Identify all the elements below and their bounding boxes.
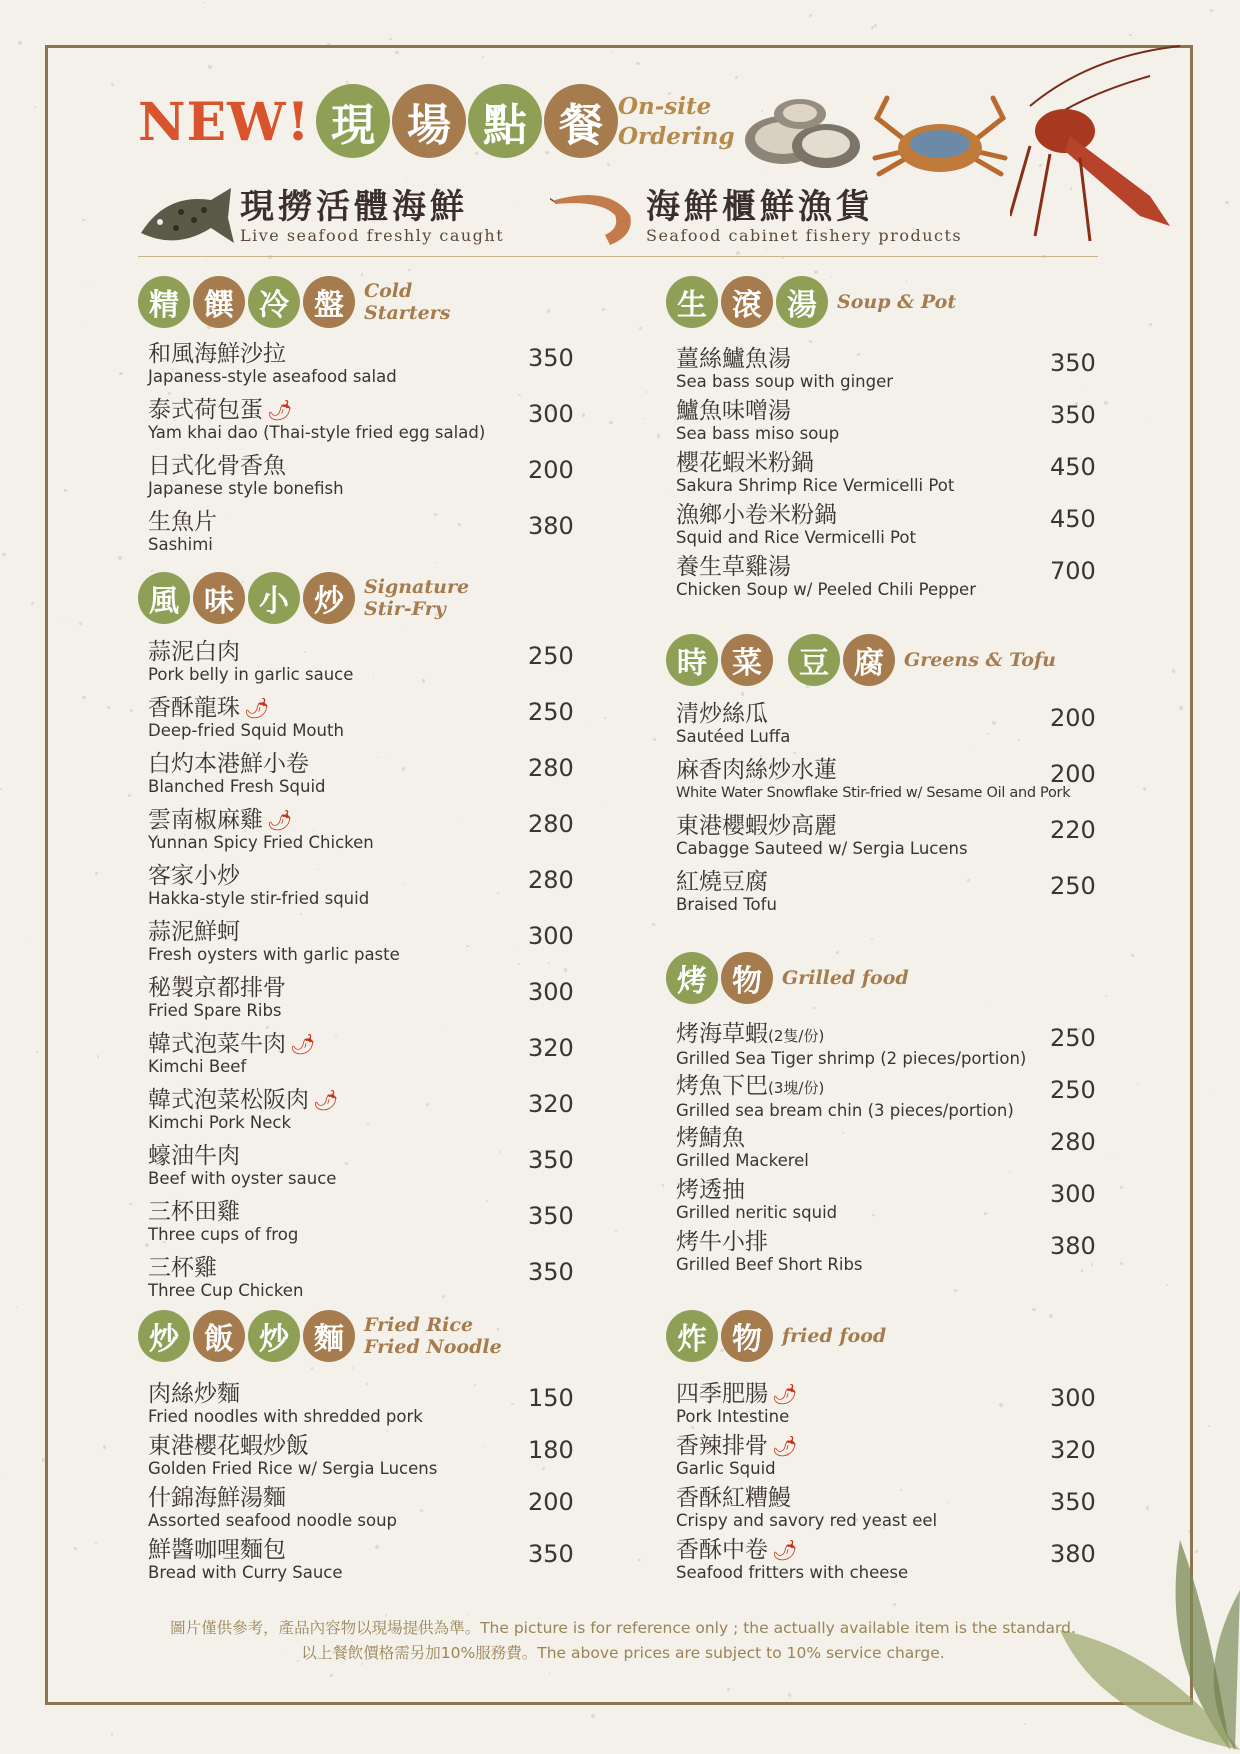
menu-item-name-en: Grilled neritic squid [676,1203,838,1222]
section-char: 腐 [843,634,895,686]
menu-item-name-en: Assorted seafood noodle soup [148,1511,397,1530]
menu-item [676,397,1100,449]
menu-item-name-text: 東港櫻花蝦炒飯 [148,1433,309,1459]
section-char: 風 [138,572,190,624]
menu-item-name-zh [148,1536,578,1564]
menu-item-price: 350 [528,1146,574,1174]
section-char: 麵 [303,1310,355,1362]
menu-item-name-zh [148,974,578,1002]
menu-item [148,862,578,918]
section-char: 湯 [776,276,828,328]
menu-item-name-en: Japaness-style aseafood salad [148,367,397,386]
menu-item-name-zh [148,508,578,536]
live-seafood-zh: 現撈活體海鮮 [240,187,468,227]
menu-item-name-text: 養生草雞湯 [676,554,791,580]
menu-item-name-text: 白灼本港鮮小卷 [148,751,309,777]
menu-item-price: 350 [1050,401,1096,429]
menu-item [148,918,578,974]
menu-item-name-text: 薑絲鱸魚湯 [676,346,791,372]
menu-item-price: 200 [528,1488,574,1516]
menu-item-name-en: Sakura Shrimp Rice Vermicelli Pot [676,476,955,495]
menu-item-name-zh [148,1432,578,1460]
menu-item-price: 200 [528,456,574,484]
section-title-en [364,576,469,620]
chili-pepper-icon: 🌶 [772,1382,798,1406]
menu-item-price: 350 [1050,1488,1096,1516]
footnote-service-charge: 以上餐飲價格需另加10%服務費。The above prices are subject to 10% service charge. [301,1644,945,1662]
menu-item-name-zh [148,452,578,480]
title-char: 餐 [544,84,618,158]
menu-item-price: 450 [1050,505,1096,533]
menu-list-soup-pot [676,345,1100,605]
menu-item-price: 200 [1050,704,1096,732]
section-char: 炒 [248,1310,300,1362]
menu-item-name-text: 東港櫻蝦炒高麗 [676,813,837,839]
menu-item-price: 380 [528,512,574,540]
section-char: 滾 [721,276,773,328]
section-head-stir-fry [138,572,469,624]
section-char: 物 [721,1310,773,1362]
menu-item-name-text: 韓式泡菜牛肉 [148,1031,286,1057]
section-char: 精 [138,276,190,328]
section-char: 時 [666,634,718,686]
menu-item-name-en: Japanese style bonefish [148,479,344,498]
section-title-line: Fried Noodle [364,1336,502,1358]
menu-item-name-en: Grilled Sea Tiger shrimp (2 pieces/portion) [676,1049,1027,1068]
menu-item-price: 220 [1050,816,1096,844]
menu-item-price: 280 [1050,1128,1096,1156]
menu-item-name-zh [148,1380,578,1408]
menu-item-name-zh [676,868,1100,896]
chili-pepper-icon: 🌶 [772,1538,798,1562]
menu-item-name-zh [676,397,1100,425]
paper-speck [1210,9,1213,12]
onsite-subtitle [618,92,735,152]
menu-item-name-zh [148,1086,578,1114]
menu-item-name-en: Chicken Soup w/ Peeled Chili Pepper [676,580,976,599]
menu-item-price: 300 [1050,1180,1096,1208]
menu-item-name-zh [676,1124,1100,1152]
menu-item-name-zh [148,1198,578,1226]
title-circles [316,84,620,158]
menu-item-name-en: Sea bass miso soup [676,424,840,443]
menu-item [676,1484,1100,1536]
menu-item-name-text: 泰式荷包蛋 [148,397,263,423]
menu-item-name-text: 秘製京都排骨 [148,975,286,1001]
section-char: 炒 [138,1310,190,1362]
menu-list-fried-rice [148,1380,578,1588]
menu-item-name-en: Kimchi Beef [148,1057,247,1076]
menu-item-name-zh [148,396,578,424]
menu-item-name-en: Grilled Beef Short Ribs [676,1255,863,1274]
section-char: 冷 [248,276,300,328]
paper-speck [34,106,36,108]
menu-item-name-text: 香酥紅糟鰻 [676,1485,791,1511]
menu-item-name-en: Bread with Curry Sauce [148,1563,343,1582]
paper-speck [2,553,6,557]
menu-item-price: 350 [528,1258,574,1286]
menu-item [676,812,1100,868]
menu-item [676,1020,1100,1072]
menu-item-price: 300 [528,400,574,428]
menu-item-name-zh [148,1142,578,1170]
paper-speck [1209,1090,1210,1091]
menu-item-name-text: 生魚片 [148,509,217,535]
menu-item [676,345,1100,397]
onsite-line-2: Ordering [618,123,735,150]
menu-item-price: 300 [528,978,574,1006]
section-head-fried-rice [138,1310,502,1362]
menu-item-name-text: 四季肥腸 [676,1381,768,1407]
menu-list-fried-food [676,1380,1100,1588]
footnote-reference: 圖片僅供參考，產品內容物以現場提供為準。The picture is for reference only ; the actually available item is the standard. [170,1619,1076,1637]
paper-speck [1024,1723,1026,1725]
menu-item-name-en: Sautéed Luffa [676,727,791,746]
section-title-line: Fried Rice [364,1314,474,1336]
menu-item-price: 380 [1050,1540,1096,1568]
live-seafood-en: Live seafood freshly caught [240,226,505,245]
menu-item-name-zh [676,1072,1100,1102]
section-title-line: Stir-Fry [364,598,446,620]
menu-item-name-en: Garlic Squid [676,1459,776,1478]
menu-item-name-en: Three cups of frog [148,1225,299,1244]
title-char: 點 [468,84,542,158]
menu-item-name-en: Blanched Fresh Squid [148,777,326,796]
paper-speck [0,788,2,790]
menu-item-price: 280 [528,810,574,838]
section-char: 盤 [303,276,355,328]
menu-item [676,1432,1100,1484]
menu-item-portion-note: (3塊/份) [768,1079,825,1097]
menu-item [148,750,578,806]
menu-item-price: 380 [1050,1232,1096,1260]
menu-item-name-en: Pork Intestine [676,1407,790,1426]
menu-list-greens-tofu [676,700,1100,924]
menu-item [676,553,1100,605]
menu-item-name-text: 什錦海鮮湯麵 [148,1485,286,1511]
menu-item-name-zh [676,1176,1100,1204]
menu-item-name-zh [148,750,578,778]
menu-item [148,1142,578,1198]
menu-item-name-zh [676,1432,1100,1460]
menu-item-portion-note: (2隻/份) [768,1027,825,1045]
menu-item-price: 350 [528,1202,574,1230]
menu-item-name-en: Grilled sea bream chin (3 pieces/portion) [676,1101,1014,1120]
menu-item [676,1176,1100,1228]
menu-item [676,501,1100,553]
paper-speck [978,43,979,44]
menu-item-name-text: 烤鯖魚 [676,1125,745,1151]
menu-item [148,806,578,862]
menu-item [148,1536,578,1588]
menu-item-price: 450 [1050,453,1096,481]
menu-item-name-text: 烤海草蝦 [676,1021,768,1047]
chili-pepper-icon: 🌶 [772,1434,798,1458]
paper-speck [16,1306,17,1307]
menu-item-price: 150 [528,1384,574,1412]
menu-item-price: 250 [528,642,574,670]
menu-item [676,449,1100,501]
menu-item-name-text: 蒜泥白肉 [148,639,240,665]
paper-speck [871,26,874,29]
menu-item-name-en: Yam khai dao (Thai-style fried egg salad) [148,423,486,442]
section-title-en: Grilled food [782,967,909,989]
menu-item-name-text: 漁鄉小卷米粉鍋 [676,502,837,528]
menu-item-name-text: 三杯雞 [148,1255,217,1281]
menu-item-name-text: 日式化骨香魚 [148,453,286,479]
section-char: 味 [193,572,245,624]
menu-item-name-zh [676,1380,1100,1408]
menu-item-name-en: Braised Tofu [676,895,777,914]
menu-item-name-en: Sea bass soup with ginger [676,372,894,391]
menu-item-name-zh [676,449,1100,477]
chili-pepper-icon: 🌶 [313,1088,339,1112]
menu-item-name-en: Sashimi [148,535,213,554]
paper-speck [591,1714,595,1718]
menu-item-name-zh [676,812,1100,840]
paper-speck [4,1473,6,1475]
menu-item-name-text: 香酥龍珠 [148,695,240,721]
menu-item [148,1198,578,1254]
menu-item-name-en: Grilled Mackerel [676,1151,809,1170]
section-title-en [364,1314,502,1358]
menu-item-name-text: 蒜泥鮮蚵 [148,919,240,945]
menu-item-name-zh [148,638,578,666]
paper-speck [26,940,27,941]
header-divider [138,256,1098,257]
chili-pepper-icon: 🌶 [267,398,293,422]
menu-item-name-text: 和風海鮮沙拉 [148,341,286,367]
menu-item-name-en: Fried noodles with shredded pork [148,1407,423,1426]
paper-speck [31,602,34,605]
menu-item [676,1380,1100,1432]
section-char: 炸 [666,1310,718,1362]
menu-item [148,974,578,1030]
paper-speck [1225,201,1228,204]
menu-item-name-zh [676,1228,1100,1256]
section-head-fried-food [666,1310,886,1362]
menu-item-price: 250 [1050,1076,1096,1104]
menu-item-name-en: Three Cup Chicken [148,1281,304,1300]
section-char: 物 [721,952,773,1004]
chili-pepper-icon: 🌶 [290,1032,316,1056]
menu-item-name-text: 三杯田雞 [148,1199,240,1225]
menu-item-name-zh [676,700,1100,728]
menu-item-name-zh [148,806,578,834]
menu-item-name-en: Seafood fritters with cheese [676,1563,909,1582]
menu-item [676,868,1100,924]
menu-item [676,700,1100,756]
menu-item-name-zh [148,340,578,368]
menu-item [148,1086,578,1142]
menu-item-price: 280 [528,754,574,782]
section-char: 烤 [666,952,718,1004]
section-char: 生 [666,276,718,328]
menu-item-name-zh [676,1484,1100,1512]
menu-item [148,396,578,452]
menu-item-name-text: 肉絲炒麵 [148,1381,240,1407]
menu-item-name-en: Golden Fried Rice w/ Sergia Lucens [148,1459,438,1478]
lobster-illustration [1010,36,1200,256]
menu-item-price: 350 [528,1540,574,1568]
menu-item [148,1380,578,1432]
menu-item-price: 350 [1050,349,1096,377]
menu-item-name-zh [676,345,1100,373]
menu-item [148,340,578,396]
menu-item-name-zh [148,1030,578,1058]
menu-item [676,1072,1100,1124]
paper-speck [389,38,392,41]
menu-item-name-text: 香辣排骨 [676,1433,768,1459]
menu-item-name-en: Deep-fried Squid Mouth [148,721,344,740]
menu-item-name-text: 客家小炒 [148,863,240,889]
menu-item-name-zh [676,1536,1100,1564]
shrimp-illustration [550,190,640,250]
menu-item-price: 300 [1050,1384,1096,1412]
menu-item-name-zh [148,694,578,722]
menu-item-name-zh [676,1020,1100,1050]
menu-item-name-en: Hakka-style stir-fried squid [148,889,370,908]
menu-item-name-zh [148,862,578,890]
menu-item-name-text: 清炒絲瓜 [676,701,768,727]
menu-item-name-text: 韓式泡菜松阪肉 [148,1087,309,1113]
menu-item-name-zh [676,501,1100,529]
grouper-fish-illustration [136,188,236,248]
menu-item-name-en: Cabagge Sauteed w/ Sergia Lucens [676,839,968,858]
menu-item-name-en: Pork belly in garlic sauce [148,665,354,684]
menu-item-name-text: 烤魚下巴 [676,1073,768,1099]
menu-item-name-text: 麻香肉絲炒水蓮 [676,757,837,783]
cabinet-seafood-heading [646,188,962,245]
menu-item [676,756,1100,812]
menu-item-name-zh [148,918,578,946]
paper-speck [809,14,813,18]
menu-item [148,1484,578,1536]
menu-item-price: 320 [528,1090,574,1118]
menu-item [148,1030,578,1086]
chili-pepper-icon: 🌶 [244,696,270,720]
section-title-line: Cold [364,280,413,302]
menu-item-price: 300 [528,922,574,950]
menu-item-price: 250 [1050,872,1096,900]
menu-item-name-text: 烤牛小排 [676,1229,768,1255]
menu-item [148,1432,578,1484]
paper-speck [18,41,22,45]
menu-item-price: 200 [1050,760,1096,788]
title-char: 現 [316,84,390,158]
menu-list-stir-fry [148,638,578,1310]
menu-item-name-text: 櫻花蝦米粉鍋 [676,450,814,476]
live-seafood-heading [240,188,504,245]
section-head-grilled [666,952,909,1004]
paper-speck [36,1051,38,1053]
menu-item-name-en: White Water Snowflake Stir-fried w/ Sesame Oil and Pork [676,785,1071,801]
cabinet-seafood-zh: 海鮮櫃鮮漁貨 [646,187,874,227]
menu-item-name-en: Crispy and savory red yeast eel [676,1511,938,1530]
menu-list-grilled [676,1020,1100,1280]
menu-item-name-zh [676,756,1100,784]
menu-item-price: 320 [528,1034,574,1062]
menu-item [148,452,578,508]
crab-illustration [865,88,1015,188]
section-title-en [364,280,450,324]
menu-item [148,638,578,694]
section-title-en: Soup & Pot [837,291,957,313]
menu-item-name-en: Beef with oyster sauce [148,1169,337,1188]
menu-item-name-text: 烤透抽 [676,1177,745,1203]
menu-item-name-text: 紅燒豆腐 [676,869,768,895]
cabinet-seafood-en: Seafood cabinet fishery products [646,226,963,245]
paper-speck [111,1733,113,1735]
section-head-cold-starters [138,276,450,328]
section-char: 飯 [193,1310,245,1362]
menu-item-name-text: 鱸魚味噌湯 [676,398,791,424]
menu-item-name-text: 蠔油牛肉 [148,1143,240,1169]
menu-item-name-zh [148,1254,578,1282]
section-title-line: Starters [364,302,451,324]
section-head-soup-pot [666,276,956,328]
menu-item-name-en: Squid and Rice Vermicelli Pot [676,528,916,547]
menu-item-name-en: Yunnan Spicy Fried Chicken [148,833,374,852]
menu-item-price: 180 [528,1436,574,1464]
menu-item [148,508,578,564]
section-head-greens-tofu [666,634,1056,686]
chili-pepper-icon: 🌶 [267,808,293,832]
section-char: 豆 [788,634,840,686]
menu-item [148,1254,578,1310]
menu-item-name-en: Kimchi Pork Neck [148,1113,291,1132]
menu-item-name-en: Fried Spare Ribs [148,1001,282,1020]
menu-item-name-zh [148,1484,578,1512]
section-title-en: fried food [782,1325,887,1347]
menu-item-price: 320 [1050,1436,1096,1464]
section-title-en: Greens & Tofu [904,649,1056,671]
menu-item [148,694,578,750]
paper-speck [1208,1425,1210,1427]
menu-item-price: 700 [1050,557,1096,585]
section-title-line: Signature [364,576,470,598]
menu-item-price: 250 [528,698,574,726]
oyster-illustration [738,88,868,184]
menu-item [676,1228,1100,1280]
menu-item [676,1124,1100,1176]
menu-item-price: 250 [1050,1024,1096,1052]
paper-speck [203,2,204,3]
paper-speck [787,1710,788,1711]
menu-item [676,1536,1100,1588]
section-char: 炒 [303,572,355,624]
section-char: 小 [248,572,300,624]
paper-speck [874,24,877,27]
new-label: NEW! [138,92,311,153]
menu-item-name-zh [676,553,1100,581]
title-char: 場 [392,84,466,158]
menu-item-name-text: 香酥中卷 [676,1537,768,1563]
menu-item-price: 350 [528,344,574,372]
menu-item-name-text: 雲南椒麻雞 [148,807,263,833]
menu-item-price: 280 [528,866,574,894]
menu-item-name-text: 鮮醬咖哩麵包 [148,1537,286,1563]
onsite-line-1: On-site [618,93,712,120]
section-char: 菜 [721,634,773,686]
menu-item-name-en: Fresh oysters with garlic paste [148,945,400,964]
menu-list-cold-starters [148,340,578,564]
section-char: 饌 [193,276,245,328]
